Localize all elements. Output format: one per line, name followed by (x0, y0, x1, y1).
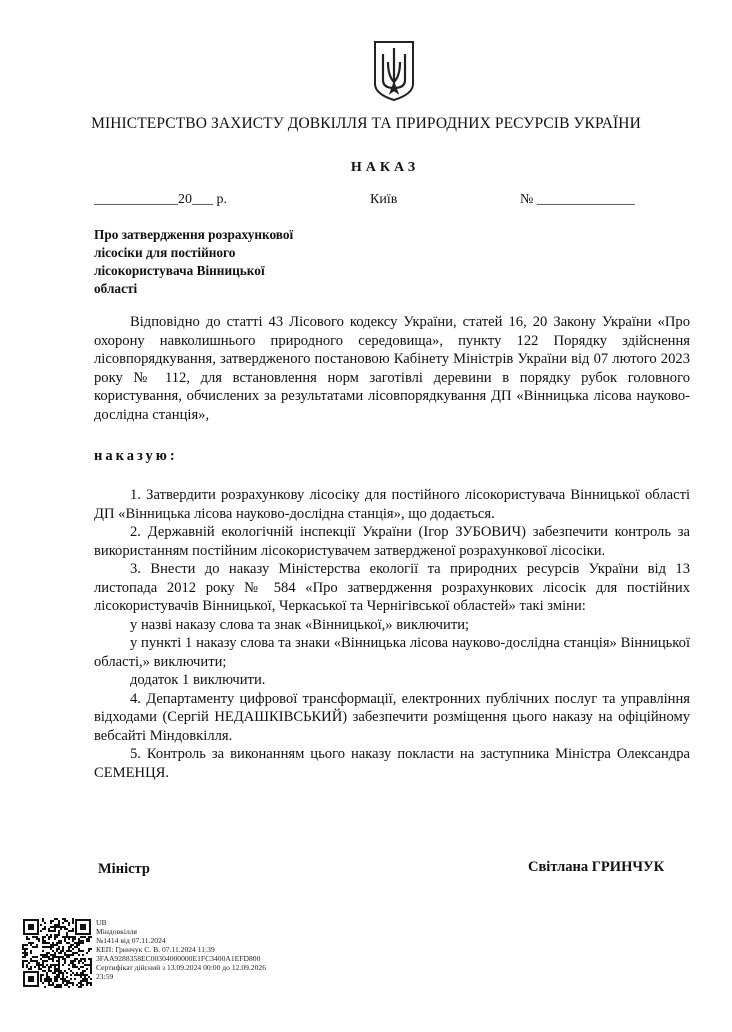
digital-signature-stamp (96, 918, 266, 981)
trident-emblem-icon (371, 40, 417, 102)
nakazuyu-label: наказую: (94, 448, 178, 464)
preamble (94, 313, 690, 424)
order-items (94, 486, 690, 782)
order-item-2: 2. Державній екологічній інспекції України (Ігор ЗУБОВИЧ) забезпечити контроль за використанням постійним лісокористувачем затвердженої розрахункової лісосіки. (94, 524, 690, 559)
qr-code-icon (22, 918, 92, 988)
order-item-3: 3. Внести до наказу Міністерства екології та природних ресурсів України від 13 листопада 2012 року № 584 «Про затвердження розрахункових лісосік для постійних лісокористувачів Вінницької, Черкаської та Чернігівської областей» такі зміни: (94, 561, 690, 614)
preamble-text: Відповідно до статті 43 Лісового кодексу України, статей 16, 20 Закону України «Про охорону навколишнього природного середовища», пункту 122 Порядку здійснення лісовпорядкування, затвердженого постановою Кабінету Міністрів України від 07 лютого 2023 року № 112, для встановлення норм заготівлі деревини в порядку рубок головного користування, обчислених за результатами лісовпорядкування ДП «Вінницька лісова науково-дослідна станція», (94, 314, 690, 423)
signature-name: Світлана ГРИНЧУК (528, 859, 665, 875)
order-title: НАКАЗ (350, 160, 420, 175)
stamp-line: UB (96, 918, 107, 927)
ministry-name: МІНІСТЕРСТВО ЗАХИСТУ ДОВКІЛЛЯ ТА ПРИРОДНИХ РЕСУРСІВ УКРАЇНИ (91, 115, 641, 132)
order-item-3-sub-1: у назві наказу слова та знак «Вінницької,» виключити; (130, 616, 470, 633)
order-item-1: 1. Затвердити розрахункову лісосіку для постійного лісокористувача Вінницької області ДП «Вінницька лісова науково-дослідна станція», що додається. (94, 487, 690, 522)
subject-line: Про затвердження розрахункової (94, 227, 294, 242)
stamp-line: КЕП: Гринчук С. В. 07.11.2024 11:39 (96, 945, 215, 954)
order-item-5: 5. Контроль за виконанням цього наказу покласти на заступника Міністра Олександра СЕМЕНЦЯ. (94, 746, 690, 781)
stamp-line: №1414 від 07.11.2024 (96, 936, 166, 945)
subject-line: лісосіки для постійного (94, 245, 236, 260)
subject-line: лісокористувача Вінницької (94, 263, 265, 278)
stamp-line: Сертифікат дійсний з 13.09.2024 00:00 до 12.09.2026 (96, 963, 266, 972)
order-item-4: 4. Департаменту цифрової трансформації, електронних публічних послуг та управління відходами (Сергій НЕДАШКІВСЬКИЙ) забезпечити розміщення цього наказу на офіційному вебсайті Міндовкілля. (94, 690, 690, 744)
order-subject (94, 226, 334, 298)
order-item-3-sub-2: у пункті 1 наказу слова та знаки «Вінницька лісова науково-дослідна станція» Вінницької області,» виключити; (94, 635, 690, 670)
number-field: № ______________ (520, 192, 635, 207)
stamp-line: 23:59 (96, 972, 114, 981)
order-item-3-sub-3: додаток 1 виключити. (130, 672, 266, 688)
subject-line: області (94, 281, 138, 296)
signature-label: Міністр (98, 861, 150, 877)
stamp-line: Міндовкілля (96, 927, 138, 936)
city-label: Київ (370, 192, 398, 207)
stamp-line: 3FAA9288358EC00304000000E1FC3400A1EFD800 (96, 954, 261, 963)
date-field: ____________20___ р. (94, 192, 227, 207)
